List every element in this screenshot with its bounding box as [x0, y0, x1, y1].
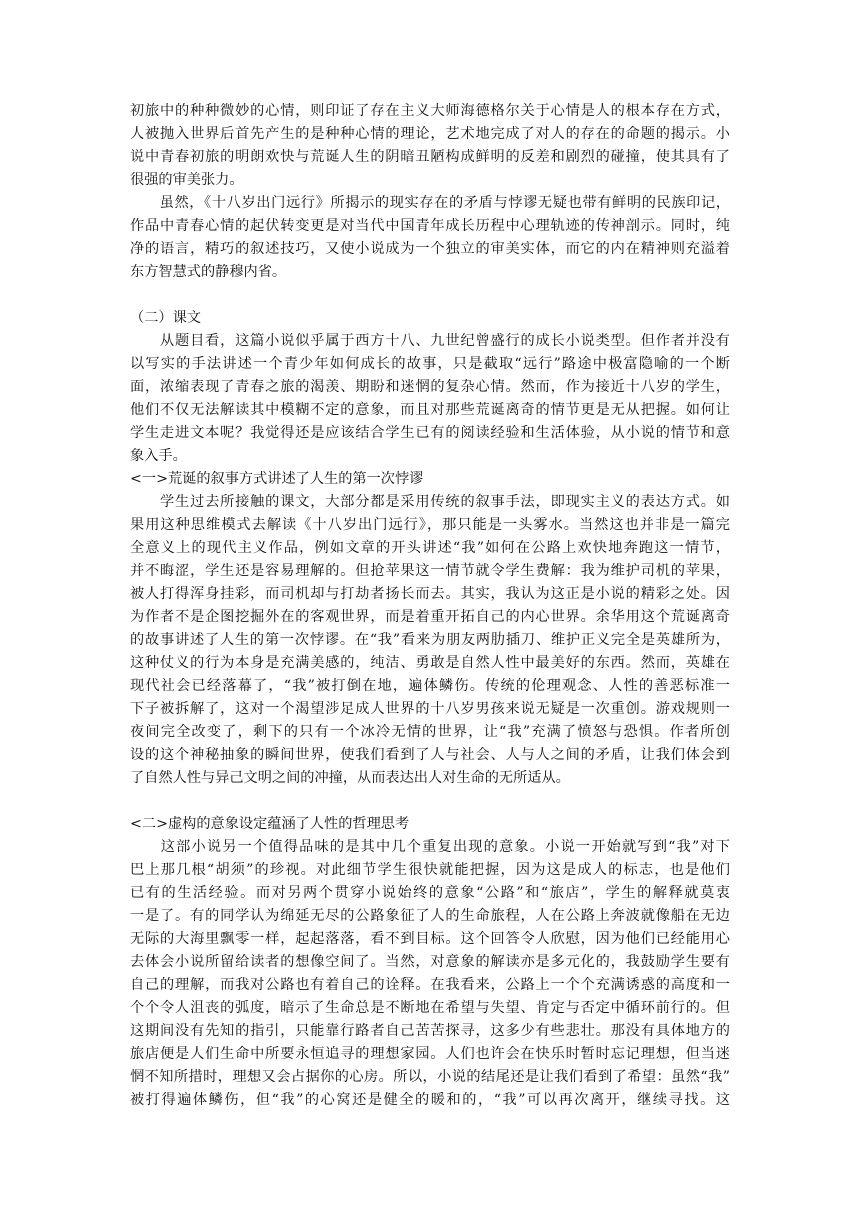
document-page [130, 100, 730, 1112]
text-line: 这期间没有先知的指引，只能靠行路者自己苦苦探寻，这多少有些悲壮。那没有具体地方的 [130, 1023, 730, 1039]
text-line: 净的语言，精巧的叙述技巧，又使小说成为一个独立的审美实体，而它的内在精神则充溢着 [130, 241, 730, 257]
text-line: 学生走进文本呢？我觉得还是应该结合学生已有的阅读经验和生活体验，从小说的情节和意 [130, 425, 730, 441]
text-line: 设的这个神秘抽象的瞬间世界，使我们看到了人与社会、人与人之间的矛盾，让我们体会到 [130, 747, 730, 763]
section-heading-text [130, 307, 730, 330]
text-line: 惘不知所措时，理想又会占据你的心房。所以，小说的结尾还是让我们看到了希望：虽然“我” [130, 1069, 730, 1085]
text-line: 自己的理解，而我对公路也有着自己的诠释。在我看来，公路上一个个充满诱惑的高度和一 [130, 977, 730, 993]
text-line: 去体会小说所留给读者的想像空间了。当然，对意象的解读亦是多元化的，我鼓励学生要有 [130, 954, 730, 970]
text-line: 初旅中的种种微妙的心情，则印证了存在主义大师海德格尔关于心情是人的根本存在方式， [130, 103, 730, 119]
text-line: 巴上那几根“胡须”的珍视。对此细节学生很快就能把握，因为这是成人的标志，也是他们 [130, 862, 730, 878]
text-line: 很强的审美张力。 [130, 172, 244, 188]
text-line: 说中青春初旅的明朗欢快与荒诞人生的阴暗丑陋构成鲜明的反差和剧烈的碰撞，使其具有了 [130, 149, 730, 165]
text-line: 虽然，《十八岁出门远行》所揭示的现实存在的矛盾与悖谬无疑也带有鲜明的民族印记， [130, 195, 730, 211]
text-line: 已有的生活经验。而对另两个贯穿小说始终的意象“公路”和“旅店”，学生的解释就莫衷 [130, 885, 730, 901]
text-line: 果用这种思维模式去解读《十八岁出门远行》，那只能是一头雾水。当然这也并非是一篇完 [130, 517, 730, 533]
paragraph-national-imprint [130, 192, 730, 284]
text-line: 为作者不是企图挖掘外在的客观世界，而是着重开拓自己的内心世界。余华用这个荒诞离奇 [130, 609, 730, 625]
text-line: 面，浓缩表现了青春之旅的渴羡、期盼和迷惘的复杂心情。然而，作为接近十八岁的学生， [130, 379, 730, 395]
paragraph-imagery [130, 836, 730, 1112]
paragraph-absurd-narrative [130, 491, 730, 790]
text-line: 象入手。 [130, 448, 187, 464]
text-line: 的故事讲述了人生的第一次悖谬。在“我”看来为朋友两肋插刀、维护正义完全是英雄所为， [130, 632, 730, 648]
text-line: 他们不仅无法解读其中模糊不定的意象，而且对那些荒诞离奇的情节更是无从把握。如何让 [130, 402, 730, 418]
text-line: 从题目看，这篇小说似乎属于西方十八、九世纪曾盛行的成长小说类型。但作者并没有 [130, 333, 730, 349]
text-line: 旅店便是人们生命中所要永恒追寻的理想家园。人们也许会在快乐时暂时忘记理想，但当迷 [130, 1046, 730, 1062]
text-line: 学生过去所接触的课文，大部分都是采用传统的叙事手法，即现实主义的表达方式。如 [130, 494, 730, 510]
text-line: 下子被拆解了，这对一个渴望涉足成人世界的十八岁男孩来说无疑是一次重创。游戏规则一 [130, 701, 730, 717]
blank-line [130, 790, 730, 813]
text-line: 个个令人沮丧的弧度，暗示了生命总是不断地在希望与失望、肯定与否定中循环前行的。但 [130, 1000, 730, 1016]
text-line: 作品中青春心情的起伏转变更是对当代中国青年成长历程中心理轨迹的传神剖示。同时，纯 [130, 218, 730, 234]
paragraph-existentialism [130, 100, 730, 192]
blank-line [130, 284, 730, 307]
text-line: 这部小说另一个值得品味的是其中几个重复出现的意象。小说一开始就写到“我”对下 [130, 839, 730, 855]
text-line: 被打得遍体鳞伤，但“我”的心窝还是健全的暖和的，“我”可以再次离开，继续寻找。这 [130, 1092, 730, 1108]
text-line: 人被抛入世界后首先产生的是种种心情的理论，艺术地完成了对人的存在的命题的揭示。小 [130, 126, 730, 142]
text-line: 东方智慧式的静穆内省。 [130, 264, 287, 280]
subsection-title: <二>虚构的意象设定蕴涵了人性的哲理思考 [130, 816, 410, 832]
text-line: 现代社会已经落幕了，“我”被打倒在地，遍体鳞伤。传统的伦理观念、人性的善恶标准一 [130, 678, 730, 694]
text-line: 全意义上的现代主义作品，例如文章的开头讲述“我”如何在公路上欢快地奔跑这一情节， [130, 540, 730, 556]
text-line: 无际的大海里飘零一样，起起落落，看不到目标。这个回答令人欣慰，因为他们已经能用心 [130, 931, 730, 947]
section-title: （二）课文 [130, 310, 201, 326]
text-line: 以写实的手法讲述一个青少年如何成长的故事，只是截取“远行”路途中极富隐喻的一个断 [130, 356, 730, 372]
subsection-title: <一>荒诞的叙事方式讲述了人生的第一次悖谬 [130, 471, 424, 487]
text-line: 了自然人性与异己文明之间的冲撞，从而表达出人对生命的无所适从。 [130, 770, 570, 786]
subheading-one [130, 468, 730, 491]
paragraph-coming-of-age [130, 330, 730, 468]
text-line: 一是了。有的同学认为绵延无尽的公路象征了人的生命旅程，人在公路上奔波就像船在无边 [130, 908, 730, 924]
text-line: 被人打得浑身挂彩，而司机却与打劫者扬长而去。其实，我认为这正是小说的精彩之处。因 [130, 586, 730, 602]
text-line: 这种仗义的行为本身是充满美感的，纯洁、勇敢是自然人性中最美好的东西。然而，英雄在 [130, 655, 730, 671]
subheading-two [130, 813, 730, 836]
text-line: 并不晦涩，学生还是容易理解的。但抢苹果这一情节就令学生费解：我为维护司机的苹果， [130, 563, 730, 579]
text-line: 夜间完全改变了，剩下的只有一个冰冷无情的世界，让“我”充满了愤怒与恐惧。作者所创 [130, 724, 730, 740]
